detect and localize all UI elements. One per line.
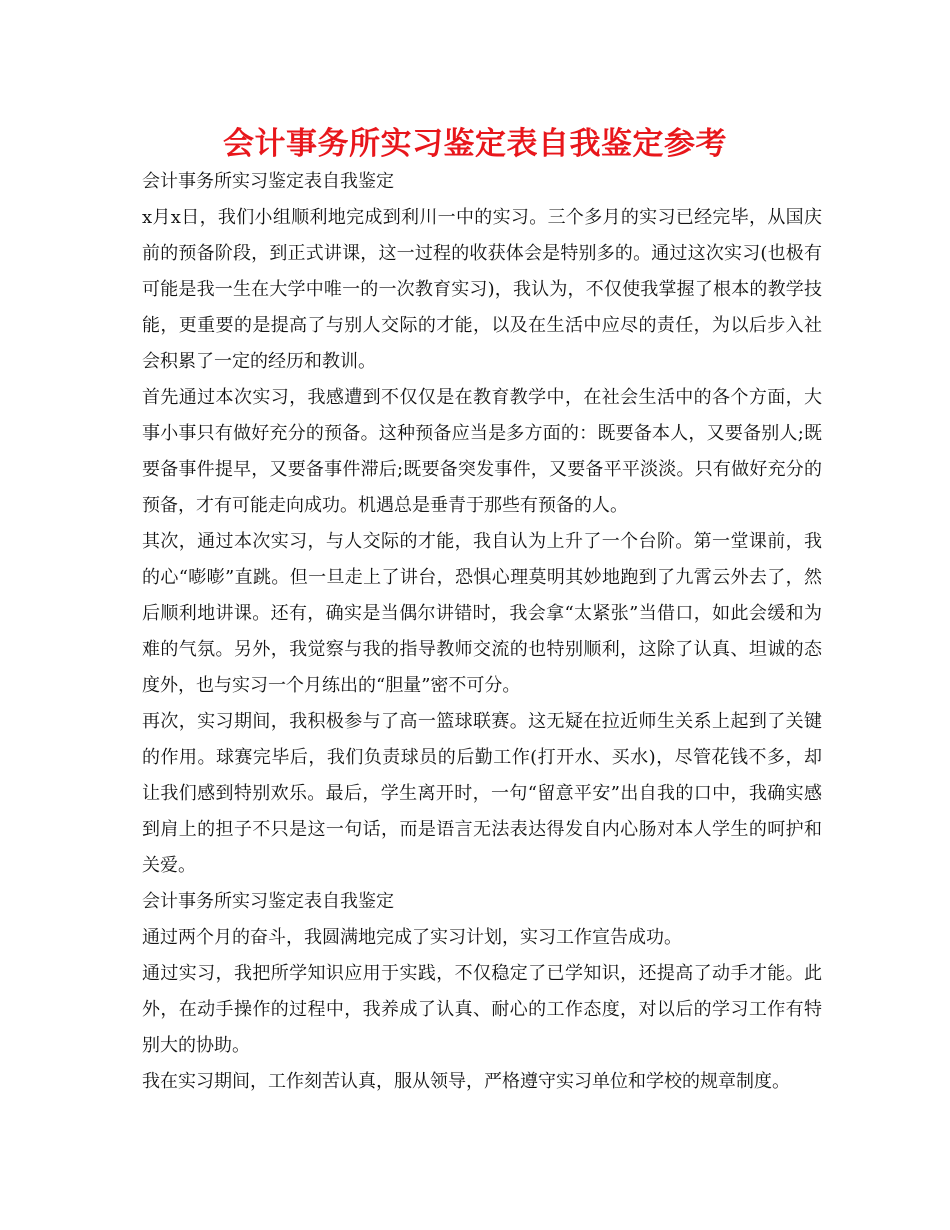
paragraph: x月x日，我们小组顺利地完成到利川一中的实习。三个多月的实习已经完毕，从国庆前的预备阶段，到正式讲课，这一过程的收获体会是特别多的。通过这次实习(也极有可能是我一生在大学中唯一的一次教育实习)，我认为，不仅使我掌握了根本的教学技能，更重要的是提高了与别人交际的才能，以及在生活中应尽的责任，为以后步入社会积累了一定的经历和教训。 — [142, 207, 822, 372]
section-heading: 会计事务所实习鉴定表自我鉴定 — [142, 171, 394, 192]
document-title: 会计事务所实习鉴定表自我鉴定参考 — [223, 126, 727, 162]
section-heading: 会计事务所实习鉴定表自我鉴定 — [142, 891, 394, 912]
paragraph: 其次，通过本次实习，与人交际的才能，我自认为上升了一个台阶。第一堂课前，我的心“嘭嘭”直跳。但一旦走上了讲台，恐惧心理莫明其妙地跑到了九霄云外去了，然后顺利地讲课。还有，确实是当偶尔讲错时，我会拿“太紧张”当借口，如此会缓和为难的气氛。另外，我觉察与我的指导教师交流的也特别顺利，这除了认真、坦诚的态度外，也与实习一个月练出的“胆量”密不可分。 — [142, 531, 822, 696]
paragraph: 我在实习期间，工作刻苦认真，服从领导，严格遵守实习单位和学校的规章制度。 — [142, 1071, 790, 1092]
paragraph: 首先通过本次实习，我感遭到不仅仅是在教育教学中，在社会生活中的各个方面，大事小事只有做好充分的预备。这种预备应当是多方面的：既要备本人，又要备别人;既要备事件提早，又要备事件滞后;既要备突发事件，又要备平平淡淡。只有做好充分的预备，才有可能走向成功。机遇总是垂青于那些有预备的人。 — [142, 387, 822, 516]
document-body — [142, 164, 822, 1100]
paragraph: 通过两个月的奋斗，我圆满地完成了实习计划，实习工作宣告成功。 — [142, 927, 682, 948]
paragraph: 通过实习，我把所学知识应用于实践，不仅稳定了已学知识，还提高了动手才能。此外，在动手操作的过程中，我养成了认真、耐心的工作态度，对以后的学习工作有特别大的协助。 — [142, 963, 822, 1056]
paragraph: 再次，实习期间，我积极参与了高一篮球联赛。这无疑在拉近师生关系上起到了关键的作用。球赛完毕后，我们负责球员的后勤工作(打开水、买水)，尽管花钱不多，却让我们感到特别欢乐。最后，学生离开时，一句“留意平安”出自我的口中，我确实感到肩上的担子不只是这一句话，而是语言无法表达得发自内心肠对本人学生的呵护和关爱。 — [142, 711, 822, 876]
